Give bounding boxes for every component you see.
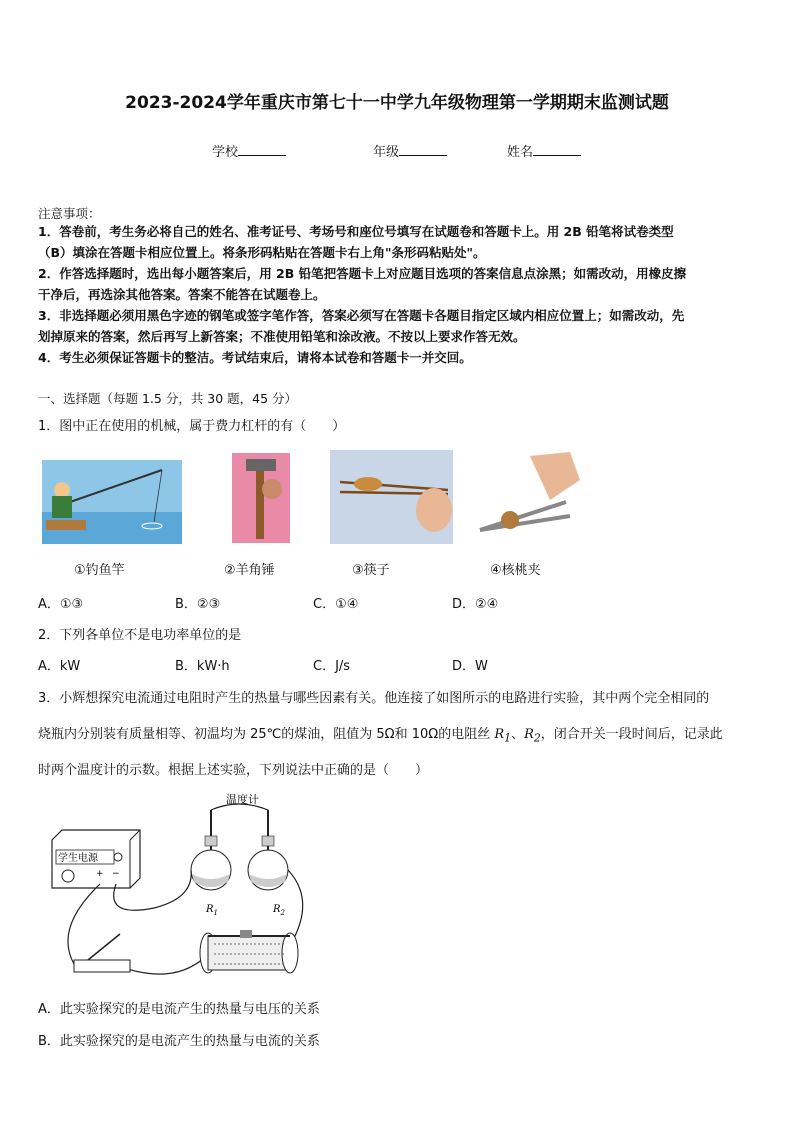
question-1-stem: 1．图中正在使用的机械，属于费力杠杆的有（ ） — [38, 419, 346, 434]
svg-text:−: − — [112, 869, 120, 879]
note-line: 干净后，再选涂其他答案。答案不能答在试题卷上。 — [38, 287, 326, 302]
switch — [74, 934, 130, 972]
notes-header: 注意事项： — [38, 206, 101, 221]
svg-text:+: + — [96, 869, 104, 879]
fishing-rod-image — [42, 460, 182, 544]
question-3-line: 时两个温度计的示数。根据上述实验，下列说法中正确的是（ ） — [38, 763, 429, 778]
q1-option-c: C．①④ — [313, 597, 359, 612]
power-supply-label: 学生电源 — [58, 853, 98, 864]
flask-r1 — [191, 810, 231, 890]
r2-label: $R_2$ — [273, 904, 285, 917]
grade-label: 年级 — [373, 145, 400, 160]
q3-option-a: A．此实验探究的是电流产生的热量与电压的关系 — [38, 1002, 320, 1017]
q1-option-a: A．①③ — [38, 597, 84, 612]
chopsticks-image — [330, 450, 453, 544]
note-line: 3．非选择题必须用黑色字迹的钢笔或签字笔作答，答案必须写在答题卡各题目指定区域内相应位置上；如需改动，先 — [38, 308, 685, 323]
q2-option-d: D．W — [452, 659, 488, 674]
q2-option-a: A．kW — [38, 659, 81, 674]
name-field — [507, 141, 581, 160]
caption-chopsticks: ③筷子 — [352, 563, 390, 578]
question-3-line: 烧瓶内分别装有质量相等、初温均为 25℃的煤油，阻值为 5Ω和 10Ω的电阻丝 $R_1$、$R_2$，闭合开关一段时间后，记录此 — [38, 727, 723, 745]
r1-label: $R_1$ — [206, 904, 218, 917]
school-label: 学校 — [212, 145, 239, 160]
name-blank — [533, 143, 581, 156]
grade-field — [373, 141, 447, 160]
q1-option-b: B．②③ — [175, 597, 221, 612]
q2-option-b: B．kW·h — [175, 659, 230, 674]
claw-hammer-image — [232, 453, 290, 543]
power-supply — [52, 830, 140, 888]
note-line: 划掉原来的答案，然后再写上新答案；不准使用铅笔和涂改液。不按以上要求作答无效。 — [38, 329, 526, 344]
nutcracker-image — [470, 450, 582, 544]
section-heading: 一、选择题（每题 1.5 分，共 30 题，45 分） — [38, 391, 298, 406]
rheostat — [200, 930, 298, 973]
page-title: 2023-2024学年重庆市第七十一中学九年级物理第一学期期末监测试题 — [125, 93, 669, 113]
caption-claw-hammer: ②羊角锤 — [224, 563, 275, 578]
school-field — [212, 141, 286, 160]
note-line: （B）填涂在答题卡相应位置上。将条形码粘贴在答题卡右上角"条形码粘贴处"。 — [38, 245, 486, 260]
note-line: 2．作答选择题时，选出每小题答案后，用 2B 铅笔把答题卡上对应题目选项的答案信息点涂黑；如需改动，用橡皮擦 — [38, 266, 687, 281]
r1-symbol: $R_1$ — [494, 727, 512, 745]
name-label: 姓名 — [507, 145, 534, 160]
r2-symbol: $R_2$ — [524, 727, 541, 745]
q2-option-c: C．J/s — [313, 659, 351, 674]
flask-r2 — [248, 810, 288, 890]
question-2-stem: 2．下列各单位不是电功率单位的是 — [38, 628, 242, 643]
caption-nutcracker: ④核桃夹 — [490, 563, 541, 578]
question-3-line: 3．小辉想探究电流通过电阻时产生的热量与哪些因素有关。他连接了如图所示的电路进行实验，其中两个完全相同的 — [38, 691, 710, 706]
thermometer-label: 温度计 — [226, 793, 259, 806]
note-line: 1．答卷前，考生务必将自己的姓名、准考证号、考场号和座位号填写在试题卷和答题卡上。用 2B 铅笔将试卷类型 — [38, 224, 674, 239]
circuit-diagram — [44, 788, 314, 988]
q1-option-d: D．②④ — [452, 597, 499, 612]
q3-option-b: B．此实验探究的是电流产生的热量与电流的关系 — [38, 1034, 320, 1049]
caption-fishing-rod: ①钓鱼竿 — [74, 563, 125, 578]
school-blank — [238, 143, 286, 156]
note-line: 4．考生必须保证答题卡的整洁。考试结束后，请将本试卷和答题卡一并交回。 — [38, 350, 472, 365]
grade-blank — [399, 143, 447, 156]
